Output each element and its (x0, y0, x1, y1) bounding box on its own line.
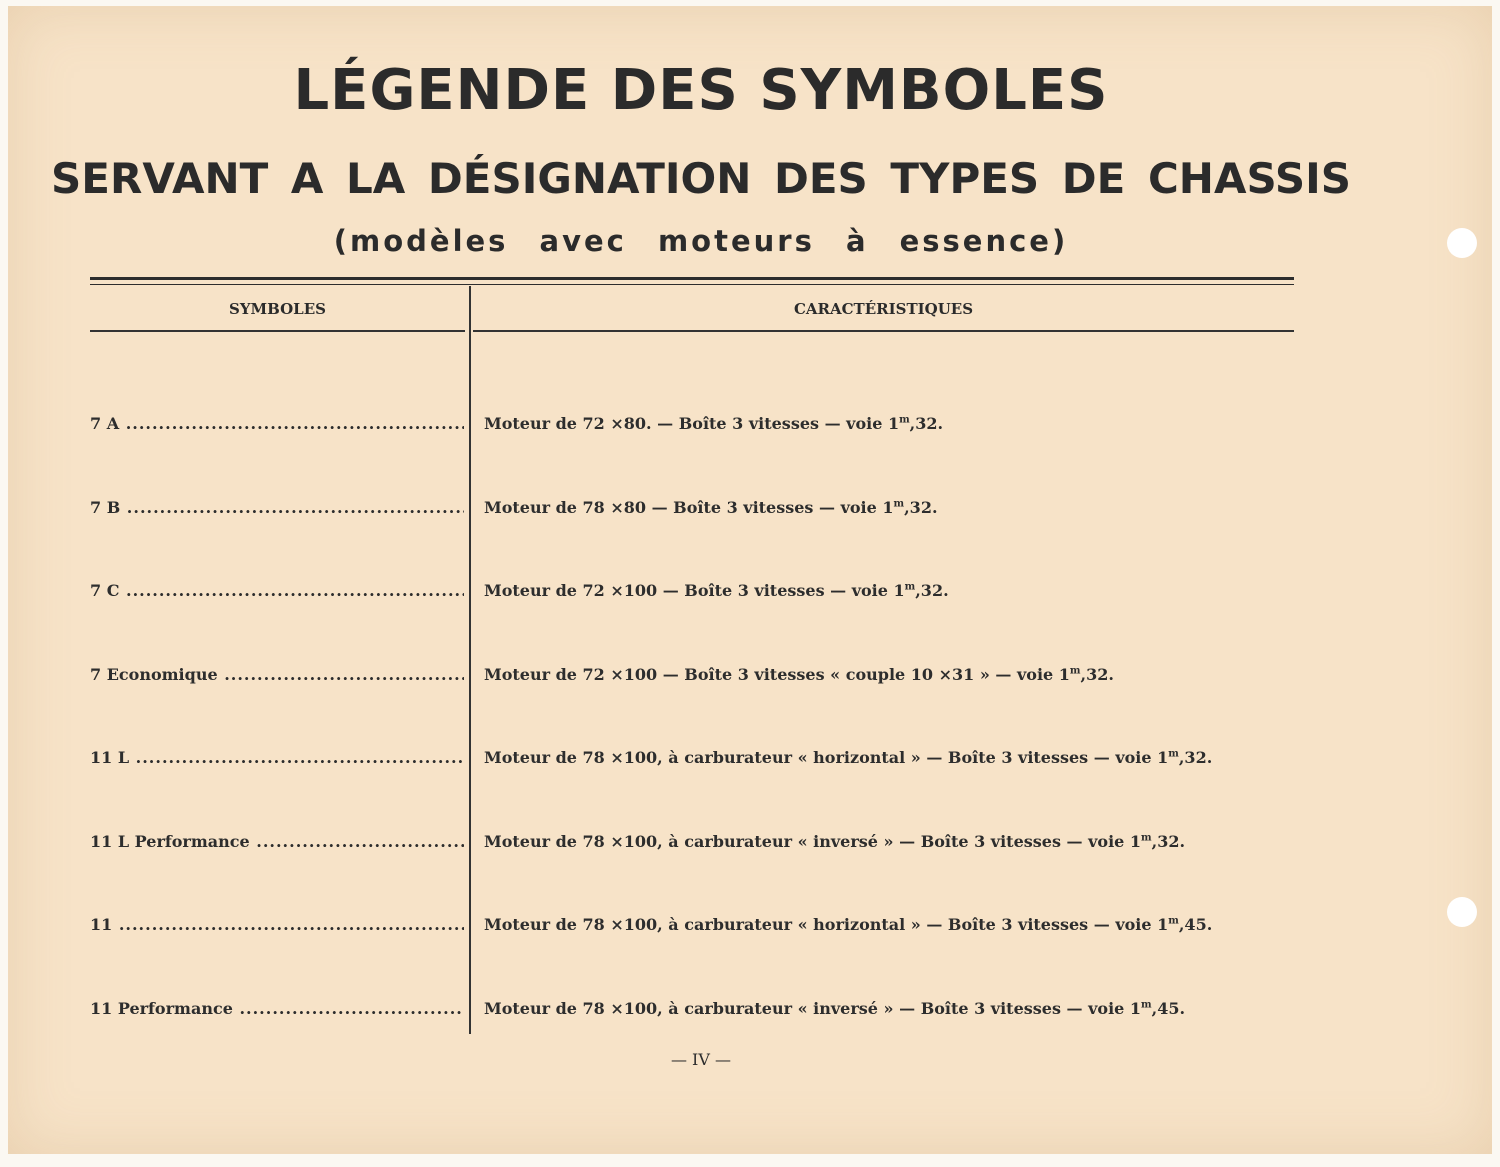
row-symbol: 7 A ..... (90, 414, 464, 433)
table-row (8, 498, 1492, 528)
row-symbol: 11 Performance ..... (90, 999, 464, 1018)
row-characteristics: Moteur de 78 ×100, à carburateur « horizontal » — Boîte 3 vitesses — voie 1$^m$,32. (484, 748, 1213, 767)
row-characteristics: Moteur de 72 ×100 — Boîte 3 vitesses « couple 10 ×31 » — voie 1$^m$,32. (484, 665, 1114, 684)
header-symboles: SYMBOLES (229, 300, 326, 318)
table-row (8, 915, 1492, 945)
header-caracteristiques: CARACTÉRISTIQUES (793, 300, 974, 318)
table-row (8, 414, 1492, 444)
row-characteristics: Moteur de 72 ×80. — Boîte 3 vitesses — voie 1$^m$,32. (484, 414, 944, 433)
page-note: (modèles avec moteurs à essence) (333, 224, 1069, 258)
row-symbol: 11 ..... (90, 915, 464, 934)
row-symbol: 7 C ..... (90, 581, 464, 600)
table-row (8, 581, 1492, 611)
table-row (8, 748, 1492, 778)
page-subtitle: SERVANT A LA DÉSIGNATION DES TYPES DE CHASSIS (51, 154, 1351, 203)
row-characteristics: Moteur de 72 ×100 — Boîte 3 vitesses — voie 1$^m$,32. (484, 581, 949, 600)
row-characteristics: Moteur de 78 ×100, à carburateur « inversé » — Boîte 3 vitesses — voie 1$^m$,32. (484, 832, 1186, 851)
table-row (8, 999, 1492, 1029)
row-characteristics: Moteur de 78 ×100, à carburateur « horizontal » — Boîte 3 vitesses — voie 1$^m$,45. (484, 915, 1213, 934)
document-page (8, 6, 1492, 1154)
page-number: — IV — (670, 1050, 732, 1069)
punch-hole (1447, 897, 1477, 927)
row-symbol: 7 Economique ..... (90, 665, 464, 684)
table-row (8, 665, 1492, 695)
header-rule-right (473, 330, 1294, 332)
page-title: LÉGENDE DES SYMBOLES (293, 58, 1109, 123)
row-symbol: 11 L Performance ..... (90, 832, 464, 851)
row-symbol: 7 B ..... (90, 498, 464, 517)
header-rule-left (90, 330, 465, 332)
top-rule-thick (90, 277, 1294, 280)
row-characteristics: Moteur de 78 ×100, à carburateur « inversé » — Boîte 3 vitesses — voie 1$^m$,45. (484, 999, 1186, 1018)
row-symbol: 11 L ..... (90, 748, 464, 767)
table-row (8, 832, 1492, 862)
row-characteristics: Moteur de 78 ×80 — Boîte 3 vitesses — voie 1$^m$,32. (484, 498, 938, 517)
punch-hole (1447, 228, 1477, 258)
top-rule-thin (90, 284, 1294, 285)
